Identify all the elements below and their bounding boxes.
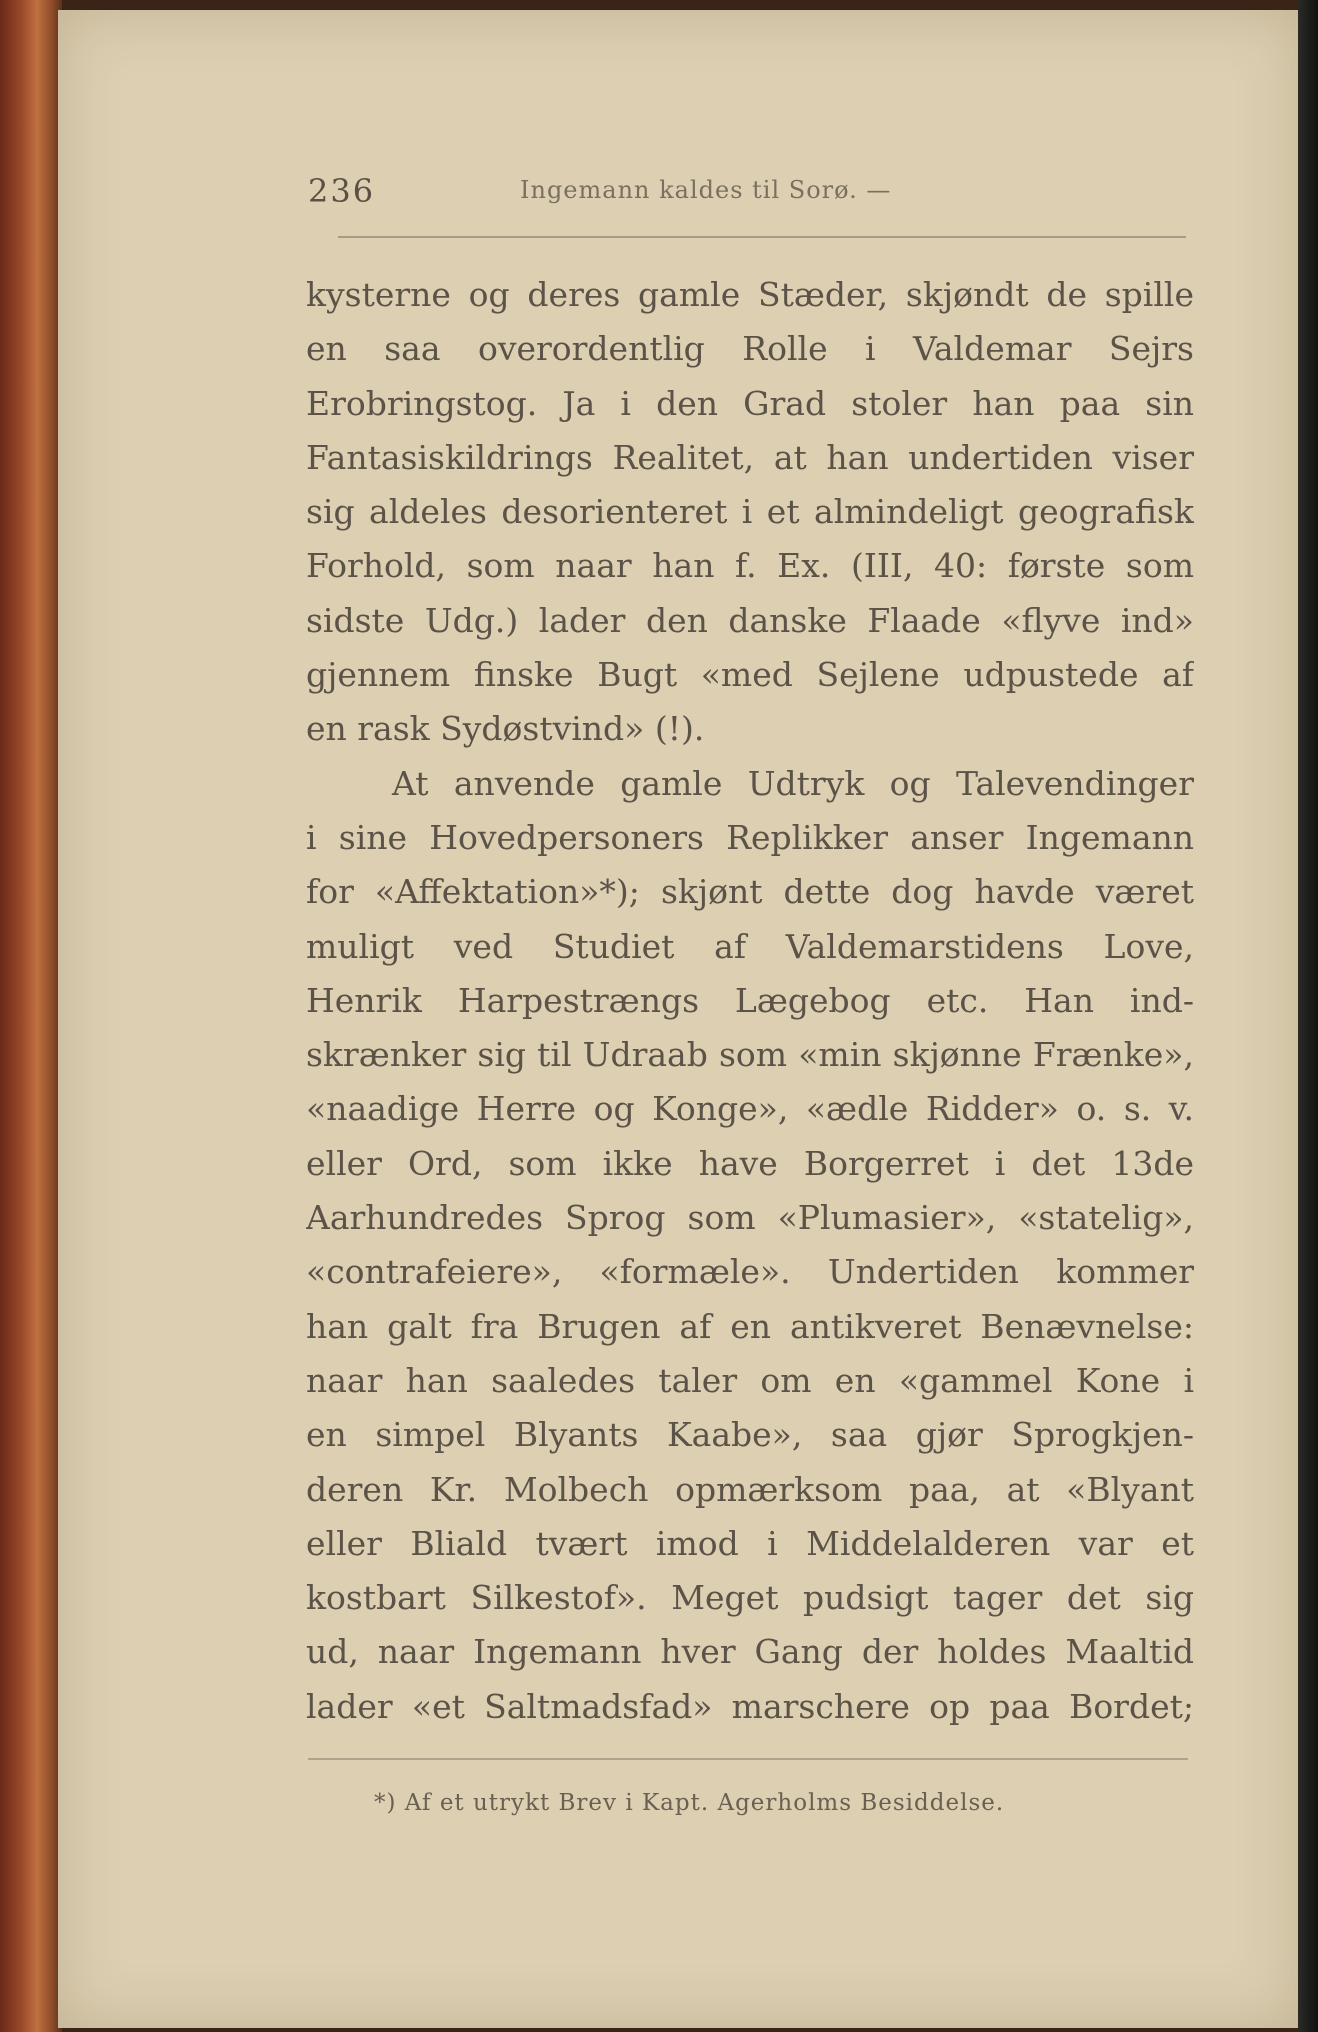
text-line: Erobringstog. Ja i den Grad stoler han paa sin xyxy=(306,383,1194,423)
text-line: han galt fra Brugen af en antikveret Benævnelse: xyxy=(306,1306,1194,1346)
body-text xyxy=(306,268,1194,1734)
text-line: i sine Hovedpersoners Replikker anser Ingemann xyxy=(306,817,1194,857)
text-line: deren Kr. Molbech opmærksom paa, at «Blyant xyxy=(306,1469,1194,1509)
page-number: 236 xyxy=(308,172,376,210)
text-line: sidste Udg.) lader den danske Flaade «flyve ind» xyxy=(306,600,1194,640)
text-line: en simpel Blyants Kaabe», saa gjør Sprogkjen- xyxy=(306,1415,1194,1455)
text-line: naar han saaledes taler om en «gammel Kone i xyxy=(306,1360,1194,1400)
text-line: gjennem finske Bugt «med Sejlene udpustede af xyxy=(306,655,1194,695)
text-line: kysterne og deres gamle Stæder, skjøndt de spille xyxy=(306,275,1194,314)
text-line: kostbart Silkestof». Meget pudsigt tager det sig xyxy=(306,1578,1194,1618)
running-title: Ingemann kaldes til Sorø. — xyxy=(520,176,892,204)
text-line: lader «et Saltmadsfad» marschere op paa Bordet; xyxy=(306,1686,1194,1726)
paragraph-first-line: At anvende gamle Udtryk og Talevendinger xyxy=(392,763,1194,803)
footnote: *) Af et utrykt Brev i Kapt. Agerholms Besiddelse. xyxy=(374,1790,1005,1816)
book-spine xyxy=(0,0,62,2032)
text-line: en rask Sydøstvind» (!). xyxy=(306,709,705,749)
page-edge xyxy=(1298,0,1318,2032)
text-line: muligt ved Studiet af Valdemarstidens Love, xyxy=(306,926,1194,966)
text-line: eller Ord, som ikke have Borgerret i det 13de xyxy=(306,1143,1194,1183)
text-line: ud, naar Ingemann hver Gang der holdes Maaltid xyxy=(306,1632,1194,1672)
text-line: Forhold, som naar han f. Ex. (III, 40: første som xyxy=(306,546,1194,586)
text-line: sig aldeles desorienteret i et almindeligt geografisk xyxy=(306,492,1194,532)
text-line: Henrik Harpestrængs Lægebog etc. Han ind- xyxy=(306,980,1194,1020)
footnote-rule xyxy=(308,1758,1188,1760)
text-line: eller Bliald tvært imod i Middelalderen var et xyxy=(306,1523,1194,1563)
text-line: «contrafeiere», «formæle». Undertiden kommer xyxy=(306,1252,1194,1292)
text-line: for «Affektation»*); skjønt dette dog havde været xyxy=(306,872,1194,912)
text-line: Aarhundredes Sprog som «Plumasier», «statelig», xyxy=(306,1198,1194,1238)
page-header xyxy=(308,172,1188,216)
text-line: en saa overordentlig Rolle i Valdemar Sejrs xyxy=(306,329,1194,369)
text-line: skrænker sig til Udraab som «min skjønne Frænke», xyxy=(306,1035,1194,1075)
header-rule xyxy=(338,236,1186,238)
text-line: «naadige Herre og Konge», «ædle Ridder» o. s. v. xyxy=(306,1089,1194,1129)
text-line: Fantasiskildrings Realitet, at han undertiden viser xyxy=(306,437,1194,477)
